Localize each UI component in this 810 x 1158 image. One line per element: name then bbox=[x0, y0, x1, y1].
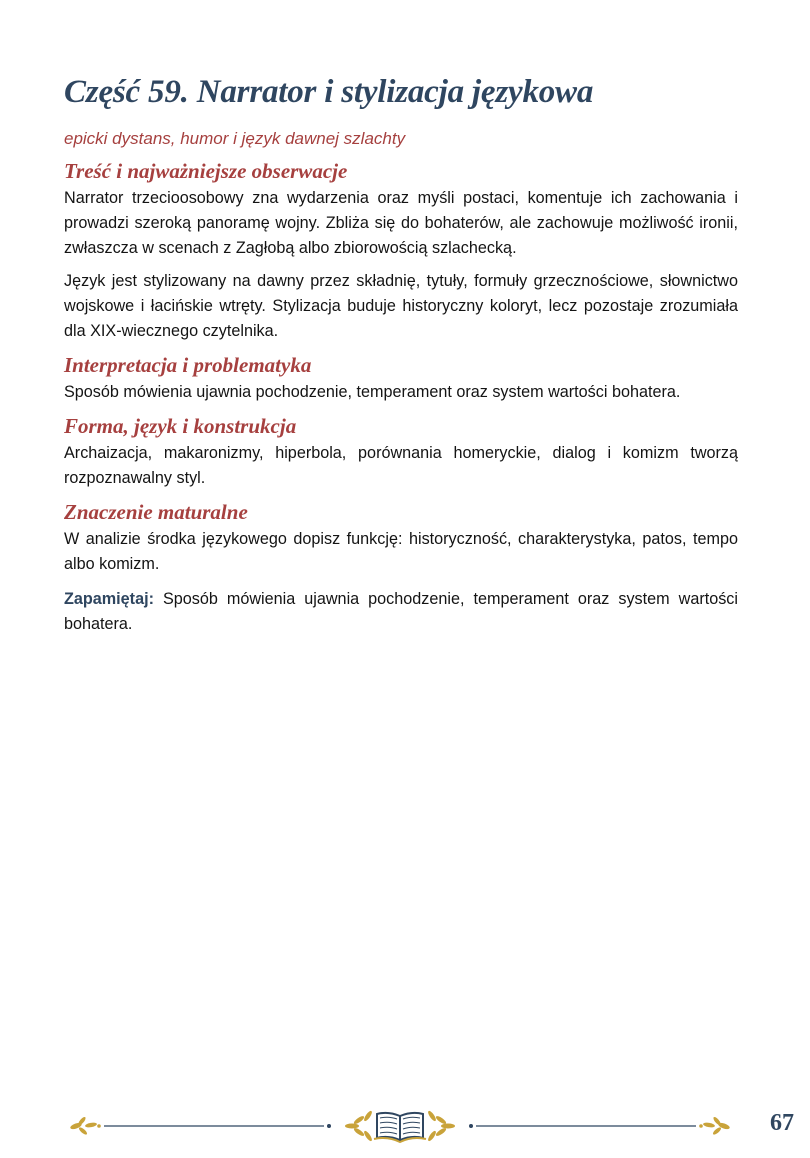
remember-text: Sposób mówienia ujawnia pochodzenie, temperament oraz system wartości bohatera. bbox=[64, 590, 738, 633]
remember-label: Zapamiętaj: bbox=[64, 590, 154, 608]
section-heading-tresc: Treść i najważniejsze obserwacje bbox=[64, 159, 348, 183]
left-laurel-icon bbox=[70, 1116, 101, 1136]
paragraph-jezyk: Język jest stylizowany na dawny przez składnię, tytuły, formuły grzecznościowe, słownictwo wojskowe i łacińskie wtręty. Stylizacja buduje historyczny koloryt, lecz pozostaje zrozumiała dla XIX-wiecznego czytelnika. bbox=[64, 272, 738, 340]
right-laurel-icon bbox=[699, 1116, 730, 1136]
section-heading-znaczenie: Znaczenie maturalne bbox=[64, 500, 248, 524]
paragraph-interpretacja: Sposób mówienia ujawnia pochodzenie, temperament oraz system wartości bohatera. bbox=[64, 383, 681, 401]
paragraph-narrator: Narrator trzecioosobowy zna wydarzenia oraz myśli postaci, komentuje ich zachowania i prowadzi szeroką panoramę wojny. Zbliża się do bohaterów, ale zachowuje możliwość ironii, zwłaszcza w scenach z Zagłobą albo zbiorowością szlachecką. bbox=[64, 189, 738, 257]
page-title: Część 59. Narrator i stylizacja językowa bbox=[64, 74, 594, 110]
center-left-laurel-icon bbox=[345, 1110, 373, 1142]
center-right-laurel-icon bbox=[427, 1110, 455, 1142]
section-heading-forma: Forma, język i konstrukcja bbox=[64, 414, 297, 438]
open-book-icon bbox=[374, 1113, 426, 1142]
paragraph-forma: Archaizacja, makaronizmy, hiperbola, porównania homeryckie, dialog i komizm tworzą rozpoznawalny styl. bbox=[64, 444, 738, 487]
subtitle: epicki dystans, humor i język dawnej szlachty bbox=[64, 129, 406, 148]
footer-ornament-graphic bbox=[66, 1106, 746, 1146]
paragraph-znaczenie: W analizie środka językowego dopisz funkcję: historyczność, charakterystyka, patos, tempo albo komizm. bbox=[64, 530, 738, 573]
page-number: 67 bbox=[770, 1110, 794, 1136]
page-content bbox=[64, 72, 738, 637]
footer-ornament bbox=[66, 1106, 746, 1146]
remember-note bbox=[64, 587, 738, 637]
section-heading-interpretacja: Interpretacja i problematyka bbox=[64, 353, 312, 377]
